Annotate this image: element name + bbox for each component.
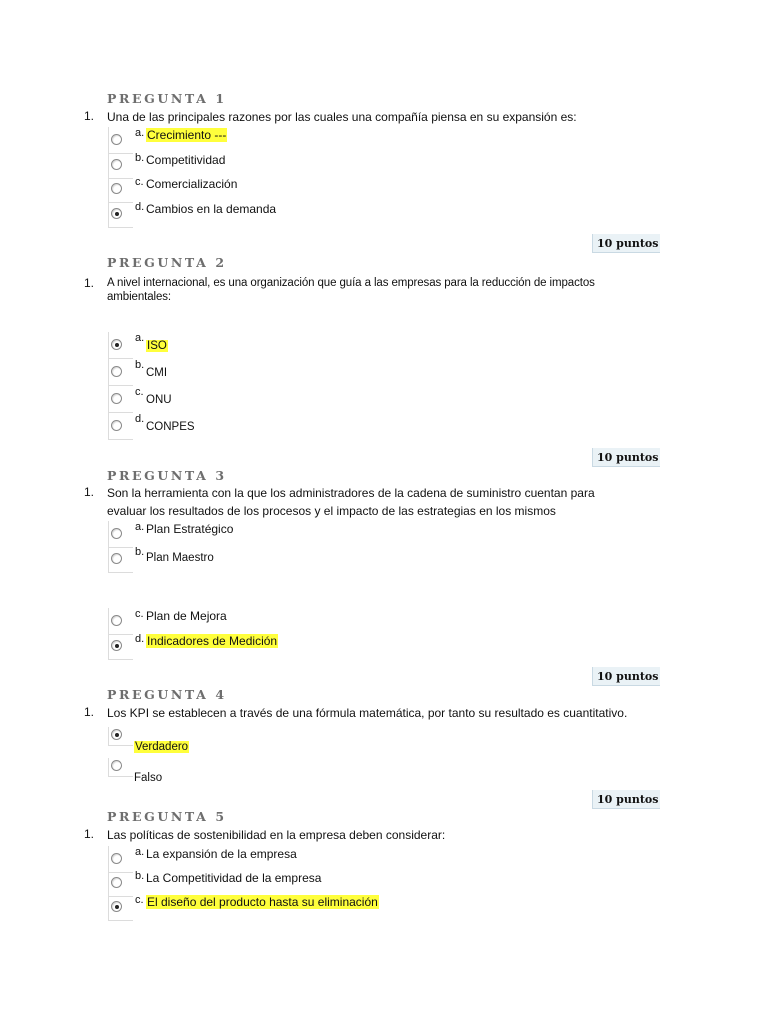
radio-button[interactable] [111, 553, 122, 564]
question-number: 1. [84, 276, 95, 290]
radio-button[interactable] [111, 366, 122, 377]
question-number: 1. [84, 109, 95, 123]
option-label: Plan de Mejora [146, 609, 227, 623]
question-heading: PREGUNTA 3 [107, 468, 227, 483]
points-badge: 10 puntos [592, 234, 660, 253]
question-number: 1. [84, 705, 95, 719]
question-text: Las políticas de sostenibilidad en la empresa deben considerar: [107, 828, 446, 842]
radio-button-selected[interactable] [111, 901, 122, 912]
option-label: Verdadero [135, 741, 189, 753]
question-heading: PREGUNTA 5 [107, 809, 227, 824]
option-label: Crecimiento --- [147, 128, 227, 142]
radio-button[interactable] [111, 528, 122, 539]
radio-button-selected[interactable] [111, 729, 122, 740]
radio-button[interactable] [111, 393, 122, 404]
radio-button[interactable] [111, 853, 122, 864]
question-number: 1. [84, 485, 95, 499]
question-number: 1. [84, 827, 95, 841]
option-label: Cambios en la demanda [146, 202, 277, 216]
option-label: ISO [147, 340, 167, 352]
question-heading: PREGUNTA 2 [107, 255, 227, 270]
option-label: Plan Maestro [146, 552, 214, 564]
radio-button-selected[interactable] [111, 640, 122, 651]
option-label: La expansión de la empresa [146, 847, 297, 861]
radio-button[interactable] [111, 159, 122, 170]
question-text: Son la herramienta con la que los administradores de la cadena de suministro cuentan para evaluar los resultados de los procesos y el impacto de las estrategias en los mismos [107, 486, 595, 518]
option-label: La Competitividad de la empresa [146, 871, 322, 885]
radio-button-selected[interactable] [111, 208, 122, 219]
radio-button[interactable] [111, 877, 122, 888]
option-label: Falso [134, 772, 163, 784]
option-label: ONU [146, 394, 172, 406]
radio-button[interactable] [111, 420, 122, 431]
option-label: El diseño del producto hasta su eliminación [147, 895, 378, 909]
question-text: Una de las principales razones por las cuales una compañía piensa en su expansión es: [107, 110, 577, 124]
radio-button[interactable] [111, 615, 122, 626]
points-badge: 10 puntos [592, 448, 660, 467]
question-heading: PREGUNTA 1 [107, 91, 227, 106]
option-label: Competitividad [146, 153, 226, 167]
option-label: CONPES [146, 421, 195, 433]
question-text: A nivel internacional, es una organización que guía a las empresas para la reducción de impactos ambientales: [107, 277, 595, 303]
radio-button-selected[interactable] [111, 339, 122, 350]
option-label: Comercialización [146, 177, 238, 191]
option-label: Plan Estratégico [146, 522, 234, 536]
question-heading: PREGUNTA 4 [107, 687, 227, 702]
option-label: Indicadores de Medición [147, 634, 278, 648]
radio-button[interactable] [111, 183, 122, 194]
question-text: Los KPI se establecen a través de una fórmula matemática, por tanto su resultado es cuantitativo. [107, 706, 628, 720]
option-label: CMI [146, 367, 168, 379]
radio-button[interactable] [111, 134, 122, 145]
points-badge: 10 puntos [592, 790, 660, 809]
radio-button[interactable] [111, 760, 122, 771]
points-badge: 10 puntos [592, 667, 660, 686]
